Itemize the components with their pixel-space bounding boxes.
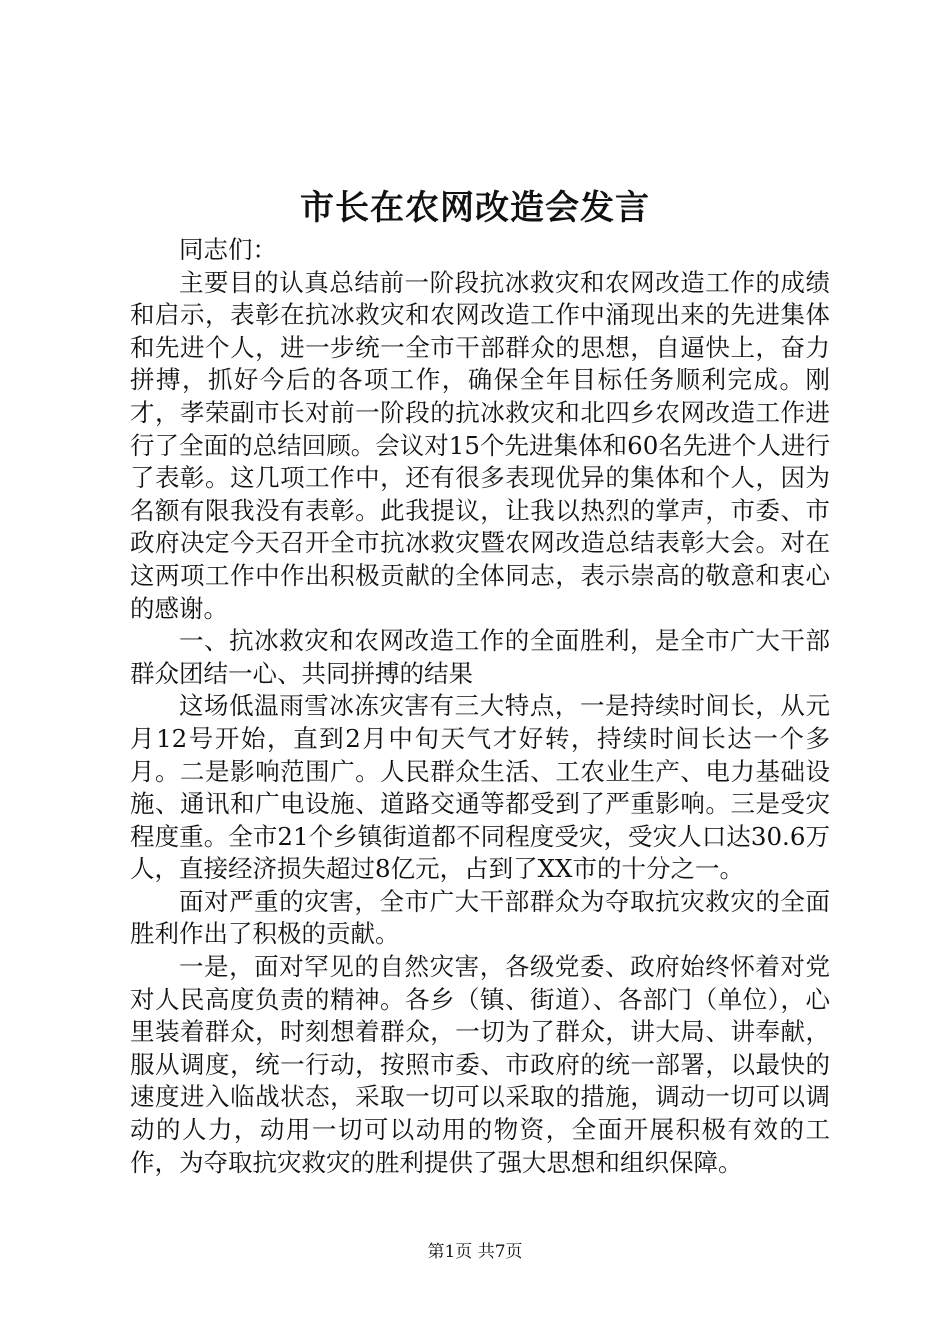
- paragraph: 面对严重的灾害，全市广大干部群众为夺取抗灾救灾的全面胜利作出了积极的贡献。: [130, 886, 830, 949]
- paragraph: 这场低温雨雪冰冻灾害有三大特点，一是持续时间长，从元月12号开始，直到2月中旬天气才好转，持续时间长达一个多月。二是影响范围广。人民群众生活、工农业生产、电力基础设施、通讯和广电设施、道路交通等都受到了严重影响。三是受灾程度重。全市21个乡镇街道都不同程度受灾，受灾人口达30.6万人，直接经济损失超过8亿元，占到了XX市的十分之一。: [130, 691, 830, 884]
- document-title: 市长在农网改造会发言: [300, 188, 650, 228]
- document-body: [130, 234, 830, 1179]
- paragraph: 一是，面对罕见的自然灾害，各级党委、政府始终怀着对党对人民高度负责的精神。各乡（镇、街道）、各部门（单位），心里装着群众，时刻想着群众，一切为了群众，讲大局、讲奉献，服从调度，统一行动，按照市委、市政府的统一部署，以最快的速度进入临战状态，采取一切可以采取的措施，调动一切可以调动的人力，动用一切可以动用的物资，全面开展积极有效的工作，为夺取抗灾救灾的胜利提供了强大思想和组织保障。: [130, 952, 830, 1177]
- section-heading: 一、抗冰救灾和农网改造工作的全面胜利，是全市广大干部群众团结一心、共同拼搏的结果: [130, 626, 830, 688]
- salutation: 同志们：: [179, 235, 277, 264]
- page-footer: 第1页 共7页: [427, 1242, 523, 1262]
- paragraph: 主要目的认真总结前一阶段抗冰救灾和农网改造工作的成绩和启示，表彰在抗冰救灾和农网改造工作中涌现出来的先进集体和先进个人，进一步统一全市干部群众的思想，自逼快上，奋力拼搏，抓好今后的各项工作，确保全年目标任务顺利完成。刚才，孝荣副市长对前一阶段的抗冰救灾和北四乡农网改造工作进行了全面的总结回顾。会议对15个先进集体和60名先进个人进行了表彰。这几项工作中，还有很多表现优异的集体和个人，因为名额有限我没有表彰。此我提议，让我以热烈的掌声，市委、市政府决定今天召开全市抗冰救灾暨农网改造总结表彰大会。对在这两项工作中作出积极贡献的全体同志，表示崇高的敬意和衷心的感谢。: [130, 267, 830, 623]
